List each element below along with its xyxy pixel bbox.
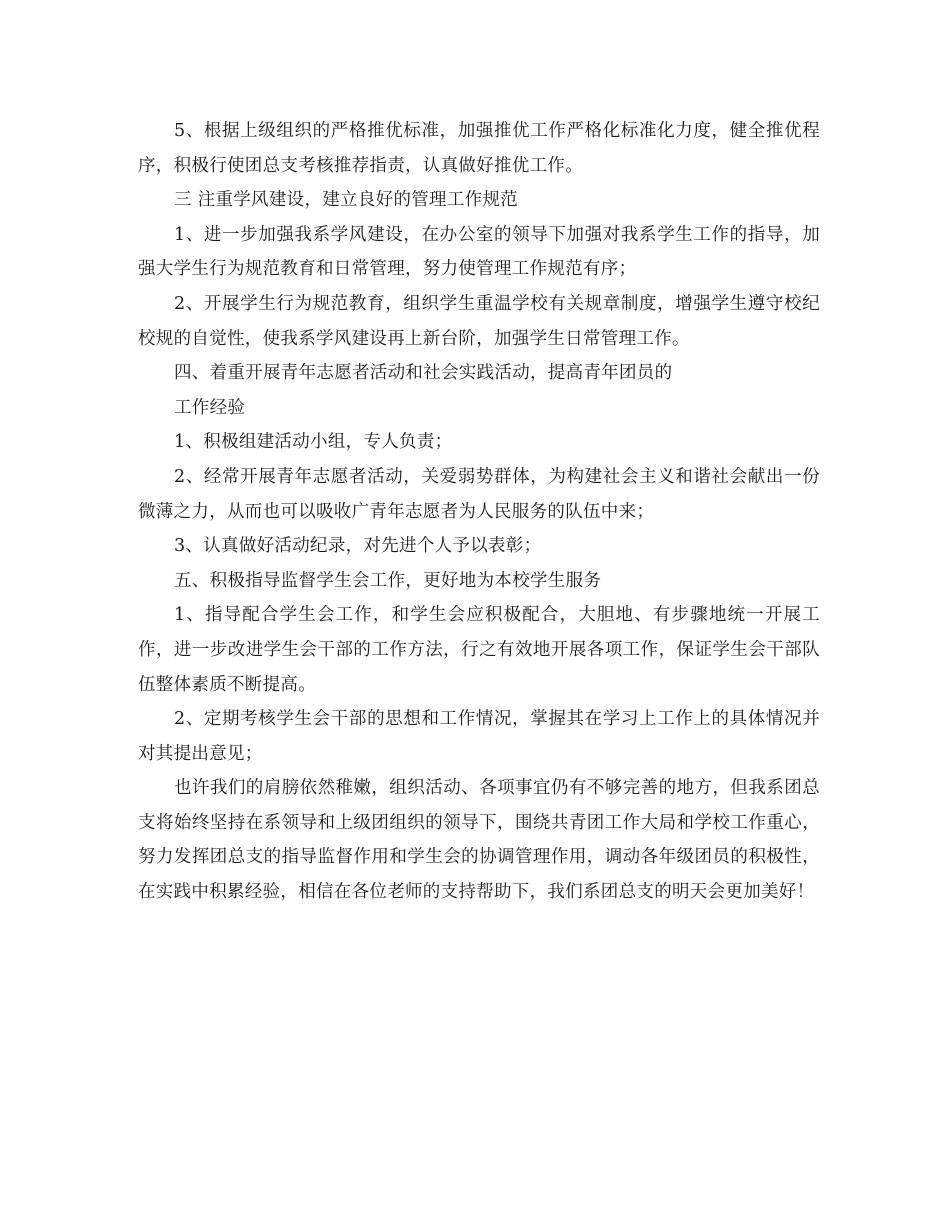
paragraph-item-2-behavior-education: 2、开展学生行为规范教育，组织学生重温学校有关规章制度，增强学生遵守校纪校规的自觉性，使我系学风建设再上新台阶，加强学生日常管理工作。 <box>138 293 820 349</box>
section-heading-4: 四、着重开展青年志愿者活动和社会实践活动，提高青年团员的 <box>174 363 673 384</box>
document-page <box>138 114 820 910</box>
paragraph-item-1-student-union: 1、指导配合学生会工作，和学生会应积极配合，大胆地、有步骤地统一开展工作，进一步改进学生会干部的工作方法，行之有效地开展各项工作，保证学生会干部队伍整体素质不断提高。 <box>138 605 820 695</box>
closing-paragraph: 也许我们的肩膀依然稚嫩，组织活动、各项事宜仍有不够完善的地方，但我系团总支将始终坚持在系领导和上级团组织的领导下，围绕共青团工作大局和学校工作重心，努力发挥团总支的指导监督作用和学生会的协调管理作用，调动各年级团员的积极性，在实践中积累经验，相信在各位老师的支持帮助下，我们系团总支的明天会更加美好！ <box>138 778 820 903</box>
paragraph-item-1-study-style: 1、进一步加强我系学风建设，在办公室的领导下加强对我系学生工作的指导，加强大学生行为规范教育和日常管理，努力使管理工作规范有序； <box>138 224 820 280</box>
section-heading-4-continued: 工作经验 <box>174 397 246 418</box>
section-heading-3: 三 注重学风建设，建立良好的管理工作规范 <box>174 190 519 211</box>
paragraph-item-2-assessment: 2、定期考核学生会干部的思想和工作情况，掌握其在学习上工作上的具体情况并对其提出意见； <box>138 709 820 764</box>
section-heading-5: 五、积极指导监督学生会工作，更好地为本校学生服务 <box>174 570 602 591</box>
paragraph-item-1-groups: 1、积极组建活动小组，专人负责； <box>174 432 453 453</box>
paragraph-item-3-records: 3、认真做好活动纪录，对先进个人予以表彰； <box>174 536 542 557</box>
paragraph-item-2-volunteers: 2、经常开展青年志愿者活动，关爱弱势群体，为构建社会主义和谐社会献出一份微薄之力，从而也可以吸收广青年志愿者为人民服务的队伍中来； <box>138 466 820 522</box>
paragraph-item-5-recommend: 5、根据上级组织的严格推优标准，加强推优工作严格化标准化力度，健全推优程序，积极行使团总支考核推荐指责，认真做好推优工作。 <box>138 121 820 176</box>
